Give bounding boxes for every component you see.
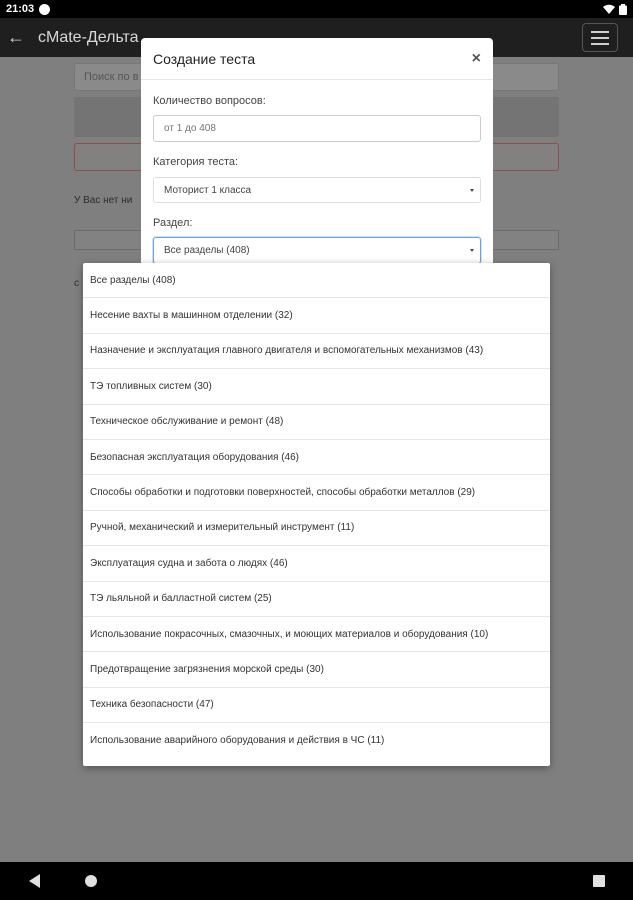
question-count-label: Количество вопросов: bbox=[153, 95, 266, 107]
background-search-input: Поиск по в bbox=[74, 63, 559, 91]
dropdown-option[interactable]: Назначение и эксплуатация главного двигателя и вспомогательных механизмов (43) bbox=[83, 334, 550, 369]
question-count-input[interactable] bbox=[153, 115, 481, 142]
status-bar bbox=[0, 0, 633, 18]
section-select-value: Все разделы (408) bbox=[164, 245, 250, 256]
dropdown-option[interactable]: Техника безопасности (47) bbox=[83, 688, 550, 723]
background-partial-text: c bbox=[74, 278, 79, 289]
nav-home-icon[interactable] bbox=[85, 875, 97, 887]
dropdown-option[interactable]: Безопасная эксплуатация оборудования (46) bbox=[83, 440, 550, 475]
nav-back-icon[interactable] bbox=[29, 874, 40, 888]
chevron-down-icon bbox=[470, 189, 474, 192]
back-arrow-icon[interactable]: ← bbox=[7, 27, 25, 47]
section-select[interactable] bbox=[153, 237, 481, 264]
category-select-value: Моторист 1 класса bbox=[164, 185, 252, 196]
dropdown-option[interactable]: Все разделы (408) bbox=[83, 263, 550, 298]
wifi-icon bbox=[603, 4, 615, 14]
dropdown-option[interactable]: ТЭ топливных систем (30) bbox=[83, 369, 550, 404]
dropdown-option[interactable]: Несение вахты в машинном отделении (32) bbox=[83, 298, 550, 333]
create-test-modal bbox=[141, 38, 493, 278]
modal-title: Создание теста bbox=[153, 50, 256, 67]
category-select[interactable] bbox=[153, 177, 481, 203]
dropdown-option[interactable]: Ручной, механический и измерительный инструмент (11) bbox=[83, 511, 550, 546]
hamburger-menu-button[interactable] bbox=[582, 23, 618, 52]
dropdown-option[interactable]: Использование аварийного оборудования и действия в ЧС (11) bbox=[90, 735, 385, 747]
navigation-bar bbox=[0, 862, 633, 900]
close-icon[interactable]: × bbox=[471, 49, 481, 67]
modal-header bbox=[141, 38, 493, 80]
chevron-down-icon bbox=[470, 249, 474, 252]
app-title: cMate-Дельта bbox=[38, 28, 139, 46]
menu-line bbox=[591, 43, 609, 45]
section-label: Раздел: bbox=[153, 217, 193, 229]
status-time: 21:03 bbox=[6, 3, 35, 15]
nav-recents-icon[interactable] bbox=[593, 875, 605, 887]
battery-icon bbox=[619, 4, 627, 15]
dropdown-option[interactable]: Предотвращение загрязнения морской среды (30) bbox=[83, 652, 550, 687]
dropdown-option[interactable]: Использование покрасочных, смазочных, и моющих материалов и оборудования (10) bbox=[83, 617, 550, 652]
dropdown-option[interactable]: Способы обработки и подготовки поверхностей, способы обработки металлов (29) bbox=[83, 475, 550, 510]
menu-line bbox=[591, 31, 609, 33]
dropdown-option[interactable]: ТЭ льяльной и балластной систем (25) bbox=[83, 582, 550, 617]
notification-icon bbox=[39, 4, 50, 15]
section-dropdown-list bbox=[83, 263, 550, 766]
dropdown-option[interactable]: Техническое обслуживание и ремонт (48) bbox=[83, 405, 550, 440]
category-label: Категория теста: bbox=[153, 156, 239, 168]
menu-line bbox=[591, 37, 609, 39]
dropdown-option[interactable]: Эксплуатация судна и забота о людях (46) bbox=[83, 546, 550, 581]
background-empty-text: У Вас нет ни bbox=[74, 195, 133, 206]
